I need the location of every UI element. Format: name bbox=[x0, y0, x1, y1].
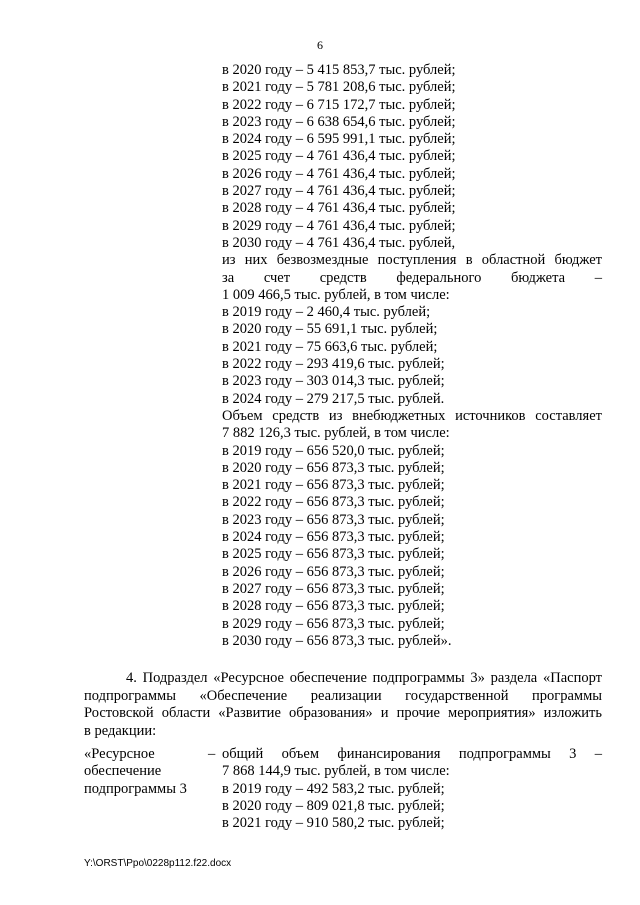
year-line: в 2027 году – 4 761 436,4 тыс. рублей; bbox=[222, 183, 456, 200]
year-line: в 2025 году – 4 761 436,4 тыс. рублей; bbox=[222, 148, 456, 165]
paragraph-line: в редакции: bbox=[84, 722, 157, 739]
resource-total-line: 7 868 144,9 тыс. рублей, в том числе: bbox=[222, 763, 450, 780]
extra-year-line: в 2030 году – 656 873,3 тыс. рублей». bbox=[222, 632, 452, 649]
resource-label bbox=[84, 746, 202, 798]
year-line: в 2022 году – 6 715 172,7 тыс. рублей; bbox=[222, 96, 456, 113]
year-line: в 2023 году – 6 638 654,6 тыс. рублей; bbox=[222, 113, 456, 130]
file-path-footer: Y:\ORST\Ppo\0228p112.f22.docx bbox=[84, 858, 232, 869]
paragraph-4 bbox=[84, 670, 602, 740]
resource-label-line: «Ресурсное bbox=[84, 746, 155, 762]
federal-total-line: 1 009 466,5 тыс. рублей, в том числе: bbox=[222, 286, 450, 303]
extra-year-line: в 2023 году – 656 873,3 тыс. рублей; bbox=[222, 511, 445, 528]
resource-year-line: в 2021 году – 910 580,2 тыс. рублей; bbox=[222, 815, 445, 832]
federal-year-line: в 2022 году – 293 419,6 тыс. рублей; bbox=[222, 356, 445, 373]
resource-year-line: в 2020 году – 809 021,8 тыс. рублей; bbox=[222, 797, 445, 814]
year-line: в 2026 году – 4 761 436,4 тыс. рублей; bbox=[222, 165, 456, 182]
resource-label-line: обеспечение bbox=[84, 763, 162, 780]
federal-year-line: в 2019 году – 2 460,4 тыс. рублей; bbox=[222, 304, 431, 321]
paragraph-line: 4. Подраздел «Ресурсное обеспечение подпрограммы 3» раздела «Паспорт bbox=[126, 670, 602, 686]
extra-year-line: в 2024 году – 656 873,3 тыс. рублей; bbox=[222, 529, 445, 546]
year-line: в 2021 году – 5 781 208,6 тыс. рублей; bbox=[222, 79, 456, 96]
paragraph-line: Ростовской области «Развитие образования» и прочие мероприятия» изложить bbox=[84, 705, 602, 722]
year-line: в 2028 году – 4 761 436,4 тыс. рублей; bbox=[222, 200, 456, 217]
paragraph-line: подпрограммы «Обеспечение реализации государственной программы bbox=[84, 687, 602, 704]
extra-year-line: в 2027 году – 656 873,3 тыс. рублей; bbox=[222, 580, 445, 597]
extra-intro-line: Объем средств из внебюджетных источников составляет bbox=[222, 407, 602, 424]
year-line: в 2020 году – 5 415 853,7 тыс. рублей; bbox=[222, 62, 456, 78]
extra-year-line: в 2020 году – 656 873,3 тыс. рублей; bbox=[222, 459, 445, 476]
year-line: в 2029 году – 4 761 436,4 тыс. рублей; bbox=[222, 217, 456, 234]
extra-year-line: в 2019 году – 656 520,0 тыс. рублей; bbox=[222, 442, 445, 459]
federal-intro-line: за счет средств федерального бюджета – bbox=[222, 269, 602, 286]
extra-year-line: в 2028 году – 656 873,3 тыс. рублей; bbox=[222, 598, 445, 615]
extra-total-line: 7 882 126,3 тыс. рублей, в том числе: bbox=[222, 425, 450, 442]
funding-block bbox=[222, 62, 602, 650]
federal-year-line: в 2020 году – 55 691,1 тыс. рублей; bbox=[222, 321, 438, 338]
extra-year-line: в 2025 году – 656 873,3 тыс. рублей; bbox=[222, 546, 445, 563]
year-line: в 2030 году – 4 761 436,4 тыс. рублей, bbox=[222, 234, 456, 251]
resource-body bbox=[222, 746, 602, 832]
extra-year-line: в 2029 году – 656 873,3 тыс. рублей; bbox=[222, 615, 445, 632]
resource-dash: – bbox=[208, 746, 216, 762]
resource-intro-line: общий объем финансирования подпрограммы 3 – bbox=[222, 746, 602, 762]
extra-year-line: в 2021 году – 656 873,3 тыс. рублей; bbox=[222, 477, 445, 494]
year-line: в 2024 году – 6 595 991,1 тыс. рублей; bbox=[222, 131, 456, 148]
resource-year-line: в 2019 году – 492 583,2 тыс. рублей; bbox=[222, 780, 445, 797]
federal-year-line: в 2021 году – 75 663,6 тыс. рублей; bbox=[222, 338, 438, 355]
extra-year-line: в 2022 году – 656 873,3 тыс. рублей; bbox=[222, 494, 445, 511]
federal-year-line: в 2024 году – 279 217,5 тыс. рублей. bbox=[222, 390, 445, 407]
resource-label-line: подпрограммы 3 bbox=[84, 780, 187, 797]
extra-year-line: в 2026 году – 656 873,3 тыс. рублей; bbox=[222, 563, 445, 580]
page-number: 6 bbox=[317, 38, 323, 52]
federal-year-line: в 2023 году – 303 014,3 тыс. рублей; bbox=[222, 373, 445, 390]
federal-intro-line: из них безвозмездные поступления в областной бюджет bbox=[222, 252, 602, 269]
